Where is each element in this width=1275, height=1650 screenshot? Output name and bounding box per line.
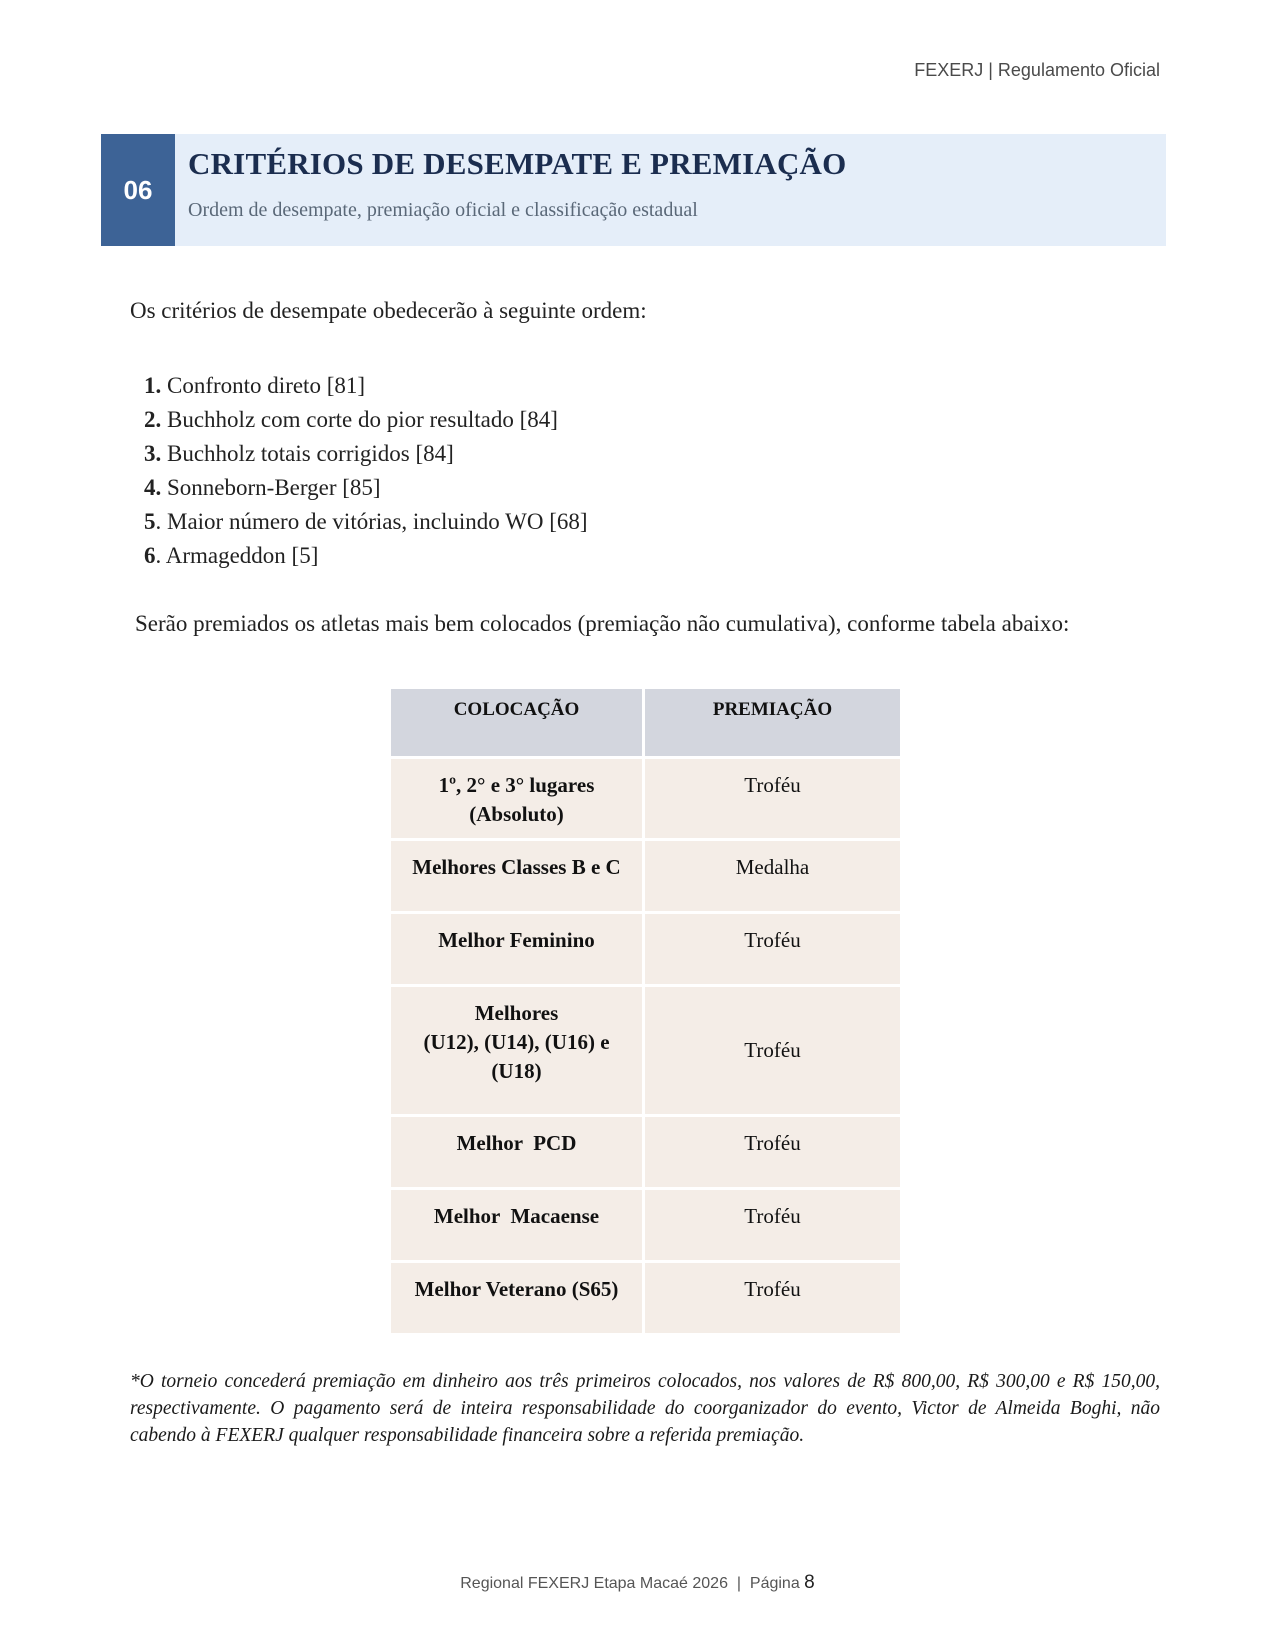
placement-cell [390, 1189, 644, 1262]
table-row [390, 840, 902, 913]
criterion-number: 1. [144, 373, 162, 398]
column-header-prize: PREMIAÇÃO [644, 688, 902, 758]
placement-line: Melhor PCD [456, 1131, 577, 1155]
criterion-text: Confronto direto [81] [161, 373, 366, 398]
page-footer [0, 1572, 1275, 1594]
placement-cell [390, 1262, 644, 1335]
table-row [390, 758, 902, 840]
placement-line: (Absoluto) [469, 802, 564, 826]
placement-line: Melhores Classes B e C [412, 855, 621, 879]
placement-line: (U18) [491, 1059, 542, 1083]
page-number: 8 [804, 1572, 815, 1593]
awards-table [388, 686, 903, 1336]
prize-cell: Troféu [644, 1116, 902, 1189]
table-header-row [390, 688, 902, 758]
placement-cell [390, 758, 644, 840]
awards-intro: Serão premiados os atletas mais bem colocados (premiação não cumulativa), conforme tabela abaixo: [135, 611, 1070, 636]
tiebreak-criteria-list [144, 369, 588, 573]
criterion-number: 6 [144, 543, 156, 568]
criterion-text: Buchholz com corte do pior resultado [84] [161, 407, 558, 432]
table-row [390, 1262, 902, 1335]
column-header-placement: COLOCAÇÃO [390, 688, 644, 758]
tiebreak-intro: Os critérios de desempate obedecerão à seguinte ordem: [130, 298, 647, 323]
prize-cell: Troféu [644, 913, 902, 986]
criterion-text: Sonneborn-Berger [85] [161, 475, 381, 500]
placement-line: (U12), (U14), (U16) e [423, 1030, 610, 1054]
criterion-number: 4. [144, 475, 162, 500]
criterion-text: Buchholz totais corrigidos [84] [161, 441, 454, 466]
table-row [390, 1116, 902, 1189]
section-subtitle: Ordem de desempate, premiação oficial e classificação estadual [188, 199, 698, 221]
list-item [144, 437, 588, 471]
table-row [390, 986, 902, 1116]
section-banner [101, 134, 1166, 246]
placement-line: Melhor Veterano (S65) [414, 1277, 619, 1301]
section-title: CRITÉRIOS DE DESEMPATE E PREMIAÇÃO [188, 146, 847, 181]
prize-cell: Medalha [644, 840, 902, 913]
criterion-number: 2. [144, 407, 162, 432]
list-item [144, 403, 588, 437]
table-row [390, 1189, 902, 1262]
cash-prize-footnote: *O torneio concederá premiação em dinheiro aos três primeiros colocados, nos valores de R$ 800,00, R$ 300,00 e R$ 150,00, respectivamente. O pagamento será de inteira responsabilidade do coorganizador do evento, Victor de Almeida Boghi, não cabendo à FEXERJ qualquer responsabilidade financeira sobre a referida premiação. [130, 1371, 1160, 1446]
placement-line: Melhor Macaense [433, 1204, 600, 1228]
prize-cell: Troféu [644, 1262, 902, 1335]
prize-cell: Troféu [644, 758, 902, 840]
placement-line: Melhores [474, 1001, 559, 1025]
section-heading [175, 134, 846, 246]
list-item [144, 369, 588, 403]
section-number: 06 [101, 134, 175, 246]
criterion-text: . Armageddon [5] [155, 543, 319, 568]
criterion-text: . Maior número de vitórias, incluindo WO [68] [155, 509, 588, 534]
placement-cell [390, 1116, 644, 1189]
footer-text: Regional FEXERJ Etapa Macaé 2026 | Página [460, 1575, 805, 1592]
placement-cell [390, 840, 644, 913]
prize-cell: Troféu [644, 1189, 902, 1262]
list-item [144, 539, 588, 573]
criterion-number: 5 [144, 509, 156, 534]
placement-line: 1º, 2° e 3° lugares [438, 773, 595, 797]
criterion-number: 3. [144, 441, 162, 466]
running-header: FEXERJ | Regulamento Oficial [914, 60, 1160, 80]
placement-cell [390, 986, 644, 1116]
prize-cell: Troféu [644, 986, 902, 1116]
table-row [390, 913, 902, 986]
placement-line: Melhor Feminino [438, 928, 595, 952]
list-item [144, 471, 588, 505]
list-item [144, 505, 588, 539]
placement-cell [390, 913, 644, 986]
